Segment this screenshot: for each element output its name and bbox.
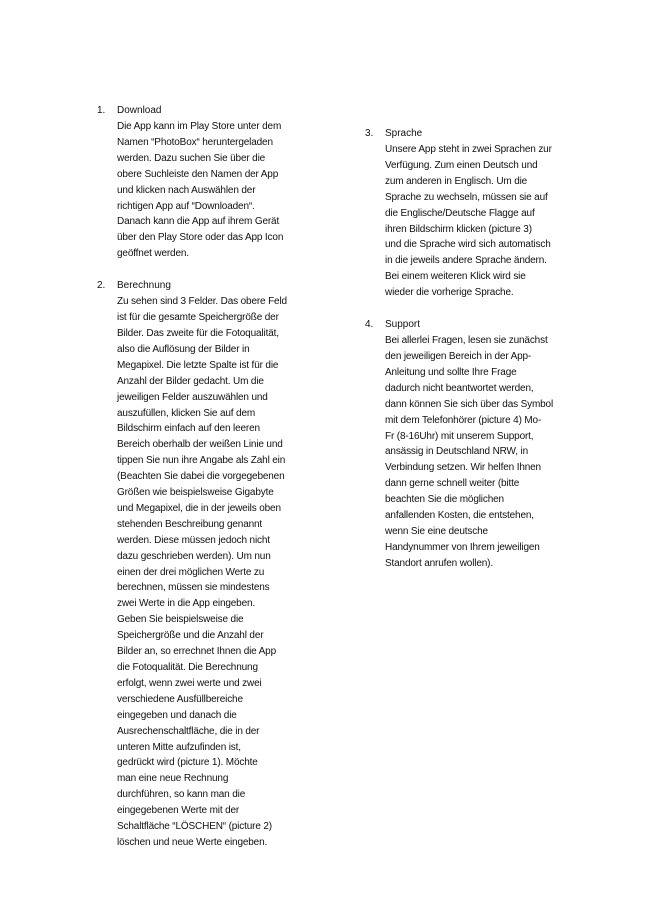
body-text-line: Verbindung setzen. Wir helfen Ihnen [385, 462, 541, 474]
body-text-line: Bildschirm einfach auf den leeren [117, 423, 260, 435]
body-text-line: ansässig in Deutschland NRW, in [385, 446, 529, 458]
body-text-line: geöffnet werden. [117, 248, 189, 260]
section-heading: Berechnung [117, 280, 171, 292]
section-berechnung [97, 278, 319, 851]
body-text-line: die Englische/Deutsche Flagge auf [385, 207, 535, 219]
body-text-line: Anzahl der Bilder gedacht. Um die [117, 375, 264, 387]
body-text-line: stehenden Beschreibung genannt [117, 518, 263, 530]
section-sprache [365, 126, 585, 301]
body-text-line: dazu geschrieben werden). Um nun [117, 550, 271, 562]
body-text-line: den jeweiligen Bereich in der App- [385, 350, 532, 362]
body-text-line: löschen und neue Werte eingeben. [117, 836, 268, 848]
list-number: 4. [365, 319, 374, 331]
body-text-line: dadurch nicht beantwortet werden, [385, 382, 534, 394]
body-text-line: Bilder an, so errechnet Ihnen die App [117, 646, 277, 658]
body-text-line: Bilder. Das zweite für die Fotoqualität, [117, 327, 279, 339]
body-text-line: tippen Sie nun ihre Angabe als Zahl ein [117, 455, 286, 467]
body-text-line: unteren Mitte aufzufinden ist, [117, 741, 241, 753]
section-heading: Sprache [385, 128, 423, 139]
body-text-line: und Megapixel, die in der jeweils oben [117, 502, 281, 514]
list-number: 2. [97, 280, 106, 292]
body-text-line: und klicken nach Auswählen der [117, 184, 256, 196]
body-text-line: jeweiligen Felder auszuwählen und [117, 391, 268, 403]
body-text-line: in die jeweils andere Sprache ändern. [385, 255, 547, 267]
body-text-line: dann können Sie sich über das Symbol [385, 398, 554, 410]
body-text-line: die Fotoqualität. Die Berechnung [117, 662, 258, 673]
body-text-line: Standort anrufen wollen). [385, 557, 493, 569]
body-text-line: werden. Dazu suchen Sie über die [117, 152, 266, 164]
body-text-line: Bereich oberhalb der weißen Linie und [117, 439, 283, 451]
body-text-line: zum anderen in Englisch. Um die [385, 175, 528, 187]
body-text-line: also die Auflösung der Bilder in [117, 343, 250, 355]
body-text-line: eingegebenen Werte mit der [117, 805, 240, 817]
body-text-line: Größen wie beispielsweise Gigabyte [117, 487, 274, 499]
body-text-line: und die Sprache wird sich automatisch [385, 239, 551, 251]
body-text-line: Fr (8-16Uhr) mit unserem Support, [385, 430, 534, 442]
body-text-line: berechnen, müssen sie mindestens [117, 582, 270, 594]
body-text-line: eingegeben und danach die [117, 709, 237, 721]
body-text-line: richtigen App auf “Downloaden“. [117, 200, 255, 212]
body-text-line: gedrückt wird (picture 1). Möchte [117, 757, 258, 769]
body-text-line: verschiedene Ausfüllbereiche [117, 693, 243, 705]
body-text-line: Verfügung. Zum einen Deutsch und [385, 159, 538, 171]
section-heading: Download [117, 105, 162, 116]
body-text-line: beachten Sie die möglichen [385, 494, 504, 506]
body-text-line: Speichergröße und die Anzahl der [117, 630, 264, 642]
section-heading: Support [385, 319, 421, 331]
body-text-line: erfolgt, wenn zwei werte und zwei [117, 677, 262, 689]
section-download [97, 103, 319, 262]
body-text-line: werden. Diese müssen jedoch nicht [117, 534, 270, 546]
body-text-line: mit dem Telefonhörer (picture 4) Mo- [385, 414, 542, 426]
list-number: 1. [97, 105, 106, 116]
body-text-line: Namen “PhotoBox“ heruntergeladen [117, 136, 273, 148]
list-number: 3. [365, 128, 374, 139]
body-text-line: Handynummer von Ihrem jeweiligen [385, 541, 540, 553]
body-text-line: Megapixel. Die letzte Spalte ist für die [117, 359, 279, 371]
body-text-line: Sprache zu wechseln, müssen sie auf [385, 191, 548, 203]
body-text-line: wenn Sie eine deutsche [385, 525, 488, 537]
body-text-line: Anleitung und sollte Ihre Frage [385, 366, 517, 378]
body-text-line: man eine neue Rechnung [117, 773, 229, 785]
body-text-line: Geben Sie beispielsweise die [117, 614, 244, 626]
body-text-line: Unsere App steht in zwei Sprachen zur [385, 144, 552, 155]
right-column [365, 126, 585, 572]
body-text-line: obere Suchleiste den Namen der App [117, 168, 279, 180]
body-text-line: über den Play Store oder das App Icon [117, 232, 284, 244]
body-text-line: auszufüllen, klicken Sie auf dem [117, 407, 256, 419]
body-text-line: Bei einem weiteren Klick wird sie [385, 271, 526, 283]
body-text-line: ist für die gesamte Speichergröße der [117, 312, 279, 324]
body-text-line: wieder die vorherige Sprache. [385, 287, 514, 299]
body-text-line: dann gerne schnell weiter (bitte [385, 478, 520, 490]
body-text-line: anfallenden Kosten, die entstehen, [385, 510, 534, 522]
body-text-line: Zu sehen sind 3 Felder. Das obere Feld [117, 296, 287, 308]
body-text-line: durchführen, so kann man die [117, 789, 246, 801]
section-support [365, 317, 585, 572]
body-text-line: ihren Bildschirm klicken (picture 3) [385, 223, 532, 235]
left-column [97, 103, 319, 851]
body-text-line: Bei allerlei Fragen, lesen sie zunächst [385, 335, 548, 347]
body-text-line: einen der drei möglichen Werte zu [117, 566, 265, 578]
body-text-line: Ausrechenschaltfläche, die in der [117, 725, 260, 737]
body-text-line: Die App kann im Play Store unter dem [117, 121, 282, 132]
body-text-line: Schaltfläche “LÖSCHEN“ (picture 2) [117, 821, 272, 833]
body-text-line: Danach kann die App auf ihrem Gerät [117, 216, 280, 228]
body-text-line: (Beachten Sie dabei die vorgegebenen [117, 471, 285, 483]
body-text-line: zwei Werte in die App eingeben. [117, 598, 256, 610]
